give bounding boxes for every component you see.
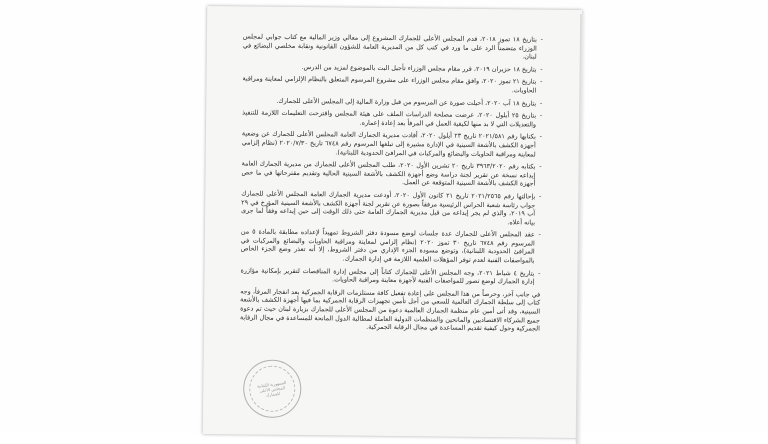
paragraph: - بتاريخ ٢٥ أيلول ٢٠٢٠، عرضت مصلحة الدراسات الملف على هيئة المجلس واقترحت التعليمات اللازمة للتنفيذ والتعديلات التي لا بد منها لكيفية العمل في المرفأ بعد إعادة إعماره. — [242, 109, 542, 129]
page-edge-shadow — [576, 14, 587, 444]
official-stamp — [240, 356, 305, 421]
stamp-text: الجمهورية اللبنانية المجلس الأعلى للجمارك — [256, 379, 287, 398]
paragraph: - بتاريخ ١٨ حزيران ٢٠١٩، قرر مقام مجلس الوزراء تأجيل البت بالموضوع لمزيد من الدرس. — [243, 62, 543, 74]
closing-paragraph: في جانب آخر، وحرصاً من هذا المجلس على إعادة تفعيل كافة مستلزمات الرقابة الجمركية بعد انفجار المرفأ، وجه كتاب إلى سلطة الجمارك العالمية للسعي من أجل تأمين تجهيزات الرقابة الجمركية بما فيها أجهزة الكشف بالأشعة السينية، وقد أتى أمين عام منظمة الجمارك العالمية دعوة من المجلس الأعلى للجمارك بزيارة لبنان حيث تم دعوة جميع الشركاء الاقتصاديين والمانحين والمنظمات الدولية العاملة لمطالبة الدول المانحة للمساعدة في مجال الرقابة الجمركية وحول كيفية تقديم المساعدة في مجال الرقابة الجمركية. — [239, 287, 541, 333]
paragraph: - عقد المجلس الأعلى للجمارك عدة جلسات لوضع مسودة دفتر الشروط تمهيداً لإعداده مطابقة بالمادة ٥ من المرسوم رقم ٦٧٤٨ تاريخ ٣٠ تموز ٢٠٢٠ (نظام إلزامي لمعاينة ومراقبة الحاويات والبضائع والمركبات في المرافئ الحدودية اللبنانية)، وتوضع مسودة الجزء الإداري من دفتر الشروط، إلا أنه تعذر وضع الجزء الخاص بالمواصفات الفنية لعدم توفر المؤهلات العلمية اللازمة في إدارة الجمارك. — [241, 228, 541, 266]
paragraph: - بكتابه رقم ٣٩٦٣/٢٠٢٠ تاريخ ٢٠ تشرين الأول ٢٠٢٠، طلب المجلس الأعلى للجمارك من مديرية الجمارك العامة إيداعه نسخة عن تقرير لجنة دراسة وضع أجهزة الكشف بالأشعة السينية الحالية وتقديم مقترحاتها في ما خص أجهزة الكشف بالأشعة السينية المتوقعة عن العمل. — [241, 160, 541, 189]
paragraph: - بتاريخ ٢١ تموز ٢٠٢٠، وافق مقام مجلس الوزراء على مشروع المرسوم المتعلق بالنظام الإلزامي لمعاينة ومراقبة الحاويات. — [242, 75, 542, 95]
scanned-page — [203, 6, 582, 438]
stamp-inner-ring — [246, 363, 298, 415]
paragraph: - بإحالتها رقم ٢٠٢١/٢٥٦٥ تاريخ ٢١ كانون الأول ٢٠٢٠، أودعت مديرية الجمارك العامة المجلس الأعلى للجمارك جواب رئاسة شعبة الحراس الرئيسية مرفقاً بصورة عن تقرير لجنة أجهزة الكشف بالأشعة السينية المؤرخ في ٢٩ آب ٢٠١٩، والذي لم يجر إيداعه من قبل مديرية الجمارك العامة حتى ذلك الوقت إلى حين إيداعه وفقاً لما جرى بيانه أعلاه. — [241, 189, 541, 227]
paragraph: - بتاريخ ٤ شباط ٢٠٢١، وجه المجلس الأعلى للجمارك كتاباً إلى مجلس إدارة المناقصات لتقرير بإمكانية مؤازرة إدارة الجمارك لوضع تصور للمواصفات الفنية لأجهزة معاينة ومراقبة الحاويات. — [240, 266, 540, 286]
document-body — [240, 32, 543, 337]
paragraph: - بتاريخ ١٨ آب ٢٠٢٠، أحيلت صورة عن المرسوم من قبل وزارة المالية إلى المجلس الأعلى للجمارك. — [242, 96, 542, 108]
paragraph: - بتاريخ ١٨ تموز ٢٠١٨، قدم المجلس الأعلى للجمارك المشروع إلى معالي وزير المالية مع كتاب جوابي لمجلس الوزراء متضمناً الرد على ما ورد في كتب كل من المديرية العامة للشؤون القانونية ونقابة مخلصي البضائع في لبنان. — [243, 32, 543, 61]
paragraph: - بكتابها رقم ٢٠٢١/٥٨١ تاريخ ٢٣ أيلول ٢٠٢٠، أفادت مديرية الجمارك العامة المجلس الأعلى للجمارك عن وضعية أجهزة الكشف بالأشعة السينية في الإدارة مشيرة إلى تبلغها المرسوم رقم ٦٧٤٨ تاريخ ٢٠٢٠/٧/٣٠ (نظام إلزامي لمعاينة ومراقبة الحاويات والبضائع والمركبات في المرافئ الحدودية اللبنانية). — [242, 130, 542, 159]
